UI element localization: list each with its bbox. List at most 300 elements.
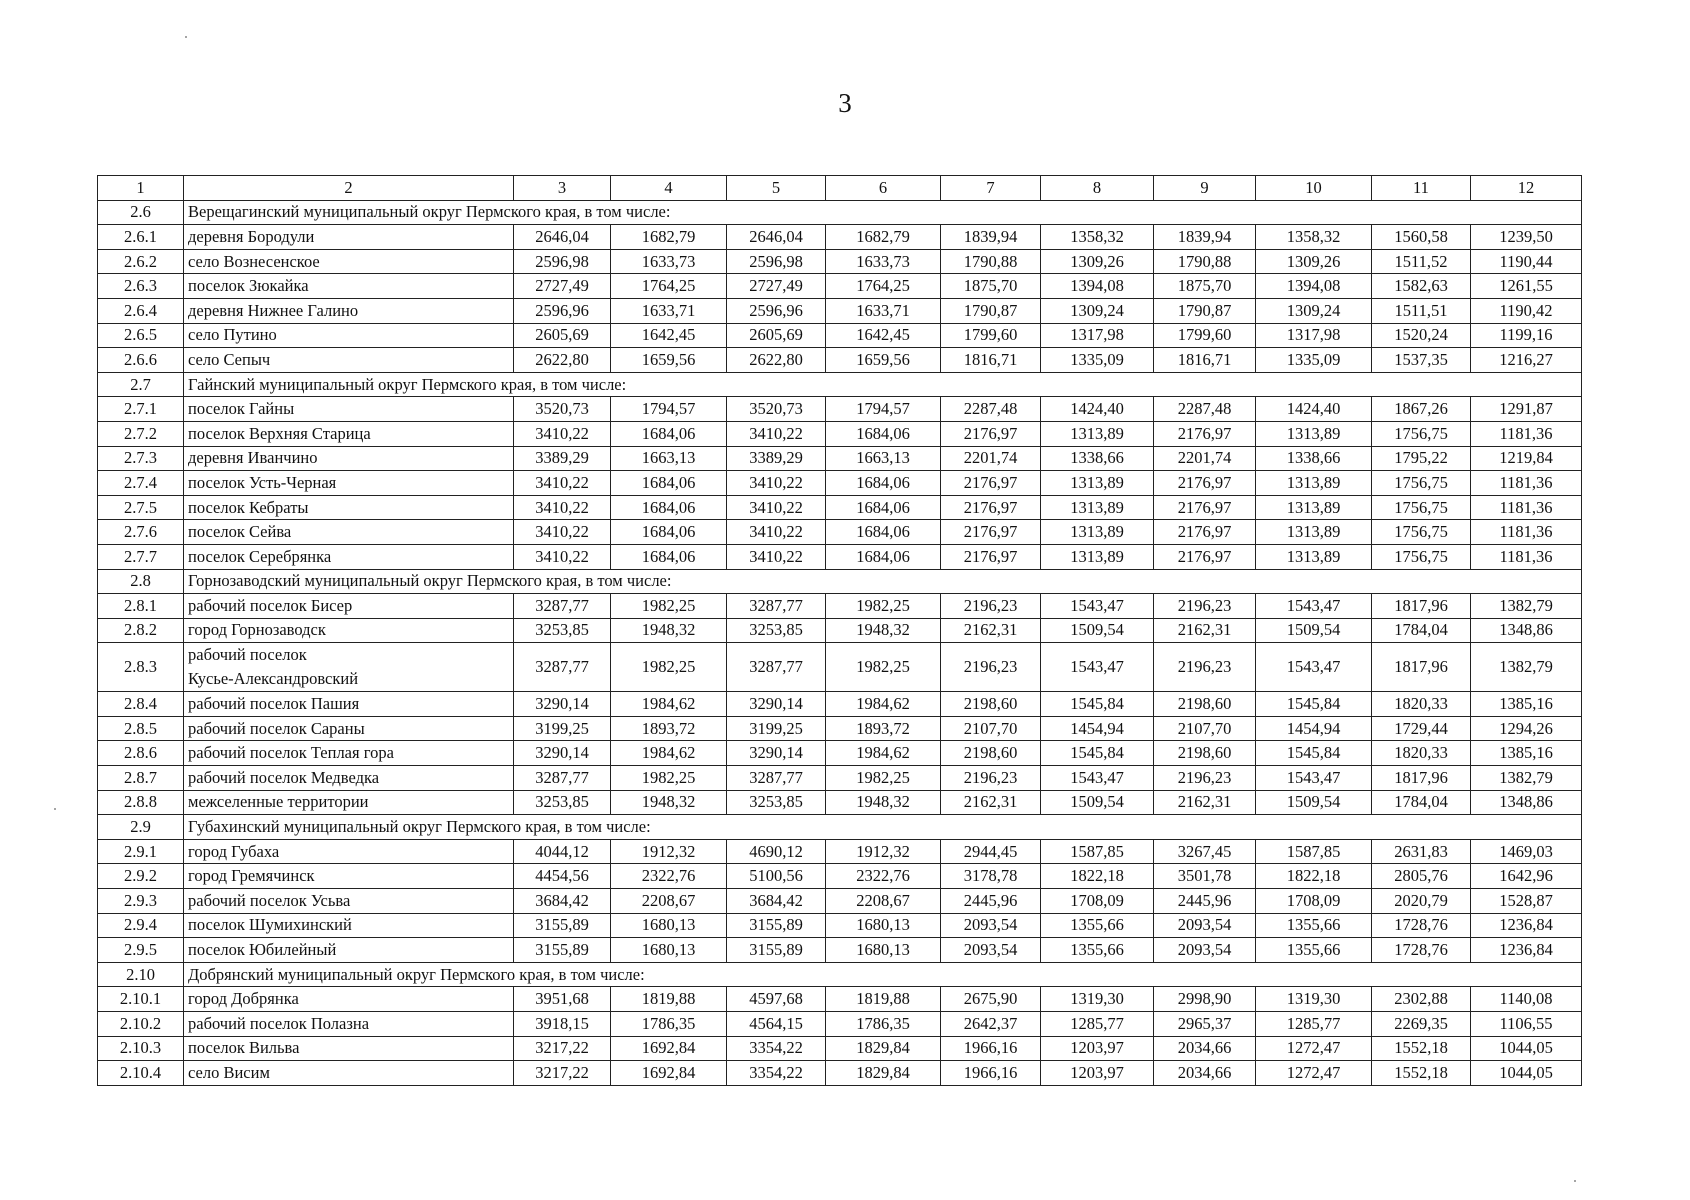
row-code: 2.6.4 xyxy=(98,298,184,323)
tariff-value: 3410,22 xyxy=(727,471,826,496)
tariff-value: 1912,32 xyxy=(611,839,727,864)
tariff-value: 1509,54 xyxy=(1256,790,1372,815)
tariff-value: 2727,49 xyxy=(727,274,826,299)
tariff-value: 1181,36 xyxy=(1471,471,1582,496)
settlement-name xyxy=(184,643,514,692)
column-number-cell: 11 xyxy=(1372,176,1471,201)
tariff-value: 1795,22 xyxy=(1372,446,1471,471)
tariff-value: 2208,67 xyxy=(826,889,941,914)
tariff-value: 1520,24 xyxy=(1372,323,1471,348)
tariff-value: 3410,22 xyxy=(514,471,611,496)
row-code: 2.8.4 xyxy=(98,692,184,717)
tariff-value: 1633,73 xyxy=(611,249,727,274)
tariff-value: 2196,23 xyxy=(941,643,1041,692)
row-code: 2.10.2 xyxy=(98,1012,184,1037)
tariff-value: 1313,89 xyxy=(1041,421,1154,446)
tariff-value: 1582,63 xyxy=(1372,274,1471,299)
table-row xyxy=(98,790,1582,815)
tariff-value: 1984,62 xyxy=(611,741,727,766)
tariff-value: 1966,16 xyxy=(941,1036,1041,1061)
tariff-value: 1236,84 xyxy=(1471,913,1582,938)
tariff-value: 2107,70 xyxy=(941,716,1041,741)
tariff-value: 3389,29 xyxy=(727,446,826,471)
tariff-value: 3178,78 xyxy=(941,864,1041,889)
tariff-value: 1181,36 xyxy=(1471,520,1582,545)
tariff-value: 1313,89 xyxy=(1041,471,1154,496)
tariff-value: 1822,18 xyxy=(1041,864,1154,889)
tariff-value: 3267,45 xyxy=(1154,839,1256,864)
tariff-value: 3410,22 xyxy=(514,520,611,545)
tariff-value: 4564,15 xyxy=(727,1012,826,1037)
row-code: 2.7.2 xyxy=(98,421,184,446)
tariff-value: 2646,04 xyxy=(727,225,826,250)
row-code: 2.9.3 xyxy=(98,889,184,914)
tariff-value: 2162,31 xyxy=(1154,618,1256,643)
tariff-value: 1642,45 xyxy=(826,323,941,348)
tariff-value: 1219,84 xyxy=(1471,446,1582,471)
tariff-value: 3410,22 xyxy=(514,495,611,520)
tariff-value: 1692,84 xyxy=(611,1036,727,1061)
table-row xyxy=(98,864,1582,889)
tariff-value: 2642,37 xyxy=(941,1012,1041,1037)
tariff-value: 1982,25 xyxy=(826,766,941,791)
tariff-value: 3253,85 xyxy=(514,790,611,815)
tariff-value: 1385,16 xyxy=(1471,692,1582,717)
section-code: 2.9 xyxy=(98,815,184,840)
tariff-value: 1948,32 xyxy=(826,790,941,815)
tariff-value: 1335,09 xyxy=(1041,348,1154,373)
tariff-value: 1199,16 xyxy=(1471,323,1582,348)
tariff-value: 1317,98 xyxy=(1041,323,1154,348)
tariff-value: 3287,77 xyxy=(514,594,611,619)
tariff-value: 1385,16 xyxy=(1471,741,1582,766)
table-row xyxy=(98,421,1582,446)
tariff-value: 1511,51 xyxy=(1372,298,1471,323)
tariff-value: 1272,47 xyxy=(1256,1061,1372,1086)
settlement-name: рабочий поселок Пашия xyxy=(184,692,514,717)
section-row xyxy=(98,200,1582,225)
tariff-value: 1633,71 xyxy=(826,298,941,323)
section-row xyxy=(98,569,1582,594)
tariff-value: 1382,79 xyxy=(1471,643,1582,692)
section-row xyxy=(98,962,1582,987)
tariff-value: 1543,47 xyxy=(1256,643,1372,692)
tariff-value: 1799,60 xyxy=(941,323,1041,348)
tariff-value: 1875,70 xyxy=(941,274,1041,299)
tariff-value: 1338,66 xyxy=(1041,446,1154,471)
tariff-value: 2196,23 xyxy=(941,594,1041,619)
tariff-value: 1355,66 xyxy=(1041,913,1154,938)
tariff-value: 1982,25 xyxy=(611,594,727,619)
tariff-value: 3410,22 xyxy=(514,421,611,446)
tariff-value: 1394,08 xyxy=(1256,274,1372,299)
tariff-value: 3410,22 xyxy=(727,421,826,446)
tariff-value: 1543,47 xyxy=(1256,594,1372,619)
tariff-value: 1786,35 xyxy=(826,1012,941,1037)
settlement-name: город Горнозаводск xyxy=(184,618,514,643)
tariff-value: 1659,56 xyxy=(611,348,727,373)
settlement-name: рабочий поселок Бисер xyxy=(184,594,514,619)
tariff-value: 1684,06 xyxy=(611,495,727,520)
tariff-value: 2727,49 xyxy=(514,274,611,299)
tariff-value: 1684,06 xyxy=(611,421,727,446)
tariff-value: 4597,68 xyxy=(727,987,826,1012)
settlement-name: село Путино xyxy=(184,323,514,348)
tariff-value: 2445,96 xyxy=(1154,889,1256,914)
tariff-value: 1181,36 xyxy=(1471,421,1582,446)
table-row xyxy=(98,618,1582,643)
tariff-value: 2998,90 xyxy=(1154,987,1256,1012)
tariff-value: 2162,31 xyxy=(1154,790,1256,815)
row-code: 2.8.3 xyxy=(98,643,184,692)
tariff-value: 1790,87 xyxy=(1154,298,1256,323)
tariff-value: 3290,14 xyxy=(727,741,826,766)
settlement-name: рабочий поселок Медведка xyxy=(184,766,514,791)
tariff-value: 2596,96 xyxy=(514,298,611,323)
tariff-value: 1982,25 xyxy=(611,766,727,791)
tariff-value: 1382,79 xyxy=(1471,594,1582,619)
tariff-value: 2208,67 xyxy=(611,889,727,914)
settlement-name: рабочий поселок Полазна xyxy=(184,1012,514,1037)
tariff-value: 2093,54 xyxy=(1154,938,1256,963)
tariff-value: 1044,05 xyxy=(1471,1061,1582,1086)
column-number-cell: 6 xyxy=(826,176,941,201)
tariff-value: 1875,70 xyxy=(1154,274,1256,299)
tariff-value: 3253,85 xyxy=(727,790,826,815)
settlement-name: поселок Гайны xyxy=(184,397,514,422)
tariff-value: 1642,96 xyxy=(1471,864,1582,889)
row-code: 2.8.7 xyxy=(98,766,184,791)
tariff-value: 1181,36 xyxy=(1471,544,1582,569)
row-code: 2.9.4 xyxy=(98,913,184,938)
tariff-value: 1817,96 xyxy=(1372,594,1471,619)
tariff-value: 1382,79 xyxy=(1471,766,1582,791)
tariff-value: 1819,88 xyxy=(611,987,727,1012)
settlement-name-line: рабочий поселок xyxy=(188,645,307,665)
settlement-name: деревня Нижнее Галино xyxy=(184,298,514,323)
tariff-value: 1236,84 xyxy=(1471,938,1582,963)
tariff-value: 1756,75 xyxy=(1372,471,1471,496)
tariff-value: 2198,60 xyxy=(941,692,1041,717)
settlement-name: город Добрянка xyxy=(184,987,514,1012)
tariff-value: 2596,96 xyxy=(727,298,826,323)
tariff-value: 1294,26 xyxy=(1471,716,1582,741)
tariff-value: 1680,13 xyxy=(611,913,727,938)
tariff-value: 1309,24 xyxy=(1041,298,1154,323)
tariff-value: 3951,68 xyxy=(514,987,611,1012)
tariff-value: 3354,22 xyxy=(727,1036,826,1061)
tariff-value: 1829,84 xyxy=(826,1036,941,1061)
tariff-value: 1454,94 xyxy=(1041,716,1154,741)
tariff-value: 1633,71 xyxy=(611,298,727,323)
tariff-value: 1190,44 xyxy=(1471,249,1582,274)
tariff-value: 2093,54 xyxy=(1154,913,1256,938)
tariff-value: 1560,58 xyxy=(1372,225,1471,250)
column-number-cell: 9 xyxy=(1154,176,1256,201)
tariff-value: 2622,80 xyxy=(727,348,826,373)
settlement-name: рабочий поселок Теплая гора xyxy=(184,741,514,766)
tariff-value: 3287,77 xyxy=(514,643,611,692)
tariff-value: 1764,25 xyxy=(611,274,727,299)
tariff-value: 1822,18 xyxy=(1256,864,1372,889)
tariff-value: 1756,75 xyxy=(1372,520,1471,545)
tariff-value: 2622,80 xyxy=(514,348,611,373)
table-row xyxy=(98,839,1582,864)
row-code: 2.8.6 xyxy=(98,741,184,766)
tariff-value: 3287,77 xyxy=(514,766,611,791)
row-code: 2.7.4 xyxy=(98,471,184,496)
table-row xyxy=(98,471,1582,496)
tariff-value: 1309,26 xyxy=(1256,249,1372,274)
tariff-value: 3410,22 xyxy=(727,495,826,520)
table-row xyxy=(98,1061,1582,1086)
tariff-value: 2196,23 xyxy=(1154,594,1256,619)
tariff-value: 1239,50 xyxy=(1471,225,1582,250)
tariff-value: 1756,75 xyxy=(1372,544,1471,569)
tariff-value: 1708,09 xyxy=(1256,889,1372,914)
tariff-value: 1708,09 xyxy=(1041,889,1154,914)
tariff-value: 3199,25 xyxy=(727,716,826,741)
tariff-value: 1543,47 xyxy=(1041,766,1154,791)
tariff-value: 1680,13 xyxy=(611,938,727,963)
tariff-value: 3520,73 xyxy=(727,397,826,422)
tariff-value: 3155,89 xyxy=(514,913,611,938)
tariff-value: 3290,14 xyxy=(727,692,826,717)
tariff-value: 2201,74 xyxy=(1154,446,1256,471)
section-title: Добрянский муниципальный округ Пермского края, в том числе: xyxy=(184,962,1582,987)
tariff-value: 1545,84 xyxy=(1256,692,1372,717)
settlement-name: поселок Зюкайка xyxy=(184,274,514,299)
tariff-value: 2176,97 xyxy=(941,520,1041,545)
tariff-value: 1684,06 xyxy=(611,544,727,569)
tariff-value: 4690,12 xyxy=(727,839,826,864)
row-code: 2.6.2 xyxy=(98,249,184,274)
tariff-value: 2631,83 xyxy=(1372,839,1471,864)
column-number-cell: 8 xyxy=(1041,176,1154,201)
settlement-name: поселок Кебраты xyxy=(184,495,514,520)
table-row xyxy=(98,1036,1582,1061)
tariff-value: 1948,32 xyxy=(611,618,727,643)
row-code: 2.7.6 xyxy=(98,520,184,545)
tariff-value: 4454,56 xyxy=(514,864,611,889)
column-number-cell: 3 xyxy=(514,176,611,201)
tariff-value: 1509,54 xyxy=(1041,790,1154,815)
tariff-value: 1543,47 xyxy=(1041,643,1154,692)
tariff-value: 1794,57 xyxy=(826,397,941,422)
tariff-value: 1509,54 xyxy=(1041,618,1154,643)
tariff-value: 3155,89 xyxy=(514,938,611,963)
tariff-value: 1313,89 xyxy=(1041,544,1154,569)
table-row xyxy=(98,495,1582,520)
section-code: 2.7 xyxy=(98,372,184,397)
tariff-value: 1552,18 xyxy=(1372,1061,1471,1086)
tariff-value: 2176,97 xyxy=(941,471,1041,496)
column-number-cell: 10 xyxy=(1256,176,1372,201)
tariff-value: 3520,73 xyxy=(514,397,611,422)
tariff-value: 1829,84 xyxy=(826,1061,941,1086)
tariff-value: 1786,35 xyxy=(611,1012,727,1037)
tariff-value: 2596,98 xyxy=(514,249,611,274)
tariff-value: 3410,22 xyxy=(727,544,826,569)
tariff-value: 1820,33 xyxy=(1372,692,1471,717)
tariff-value: 1181,36 xyxy=(1471,495,1582,520)
tariff-value: 1784,04 xyxy=(1372,618,1471,643)
table-row xyxy=(98,298,1582,323)
tariff-value: 2201,74 xyxy=(941,446,1041,471)
row-code: 2.6.5 xyxy=(98,323,184,348)
table-row xyxy=(98,544,1582,569)
tariff-value: 3290,14 xyxy=(514,692,611,717)
tariff-value: 2445,96 xyxy=(941,889,1041,914)
settlement-name: село Вознесенское xyxy=(184,249,514,274)
tariff-value: 1764,25 xyxy=(826,274,941,299)
row-code: 2.7.3 xyxy=(98,446,184,471)
tariff-value: 1348,86 xyxy=(1471,790,1582,815)
tariff-value: 1335,09 xyxy=(1256,348,1372,373)
tariff-value: 3290,14 xyxy=(514,741,611,766)
section-title: Гайнский муниципальный округ Пермского края, в том числе: xyxy=(184,372,1582,397)
column-number-cell: 12 xyxy=(1471,176,1582,201)
tariff-value: 1633,73 xyxy=(826,249,941,274)
scan-speck xyxy=(54,808,56,810)
tariff-value: 2302,88 xyxy=(1372,987,1471,1012)
tariff-value: 1319,30 xyxy=(1041,987,1154,1012)
tariff-value: 1680,13 xyxy=(826,913,941,938)
tariff-value: 3684,42 xyxy=(727,889,826,914)
tariff-value: 2287,48 xyxy=(941,397,1041,422)
row-code: 2.8.2 xyxy=(98,618,184,643)
tariff-value: 2020,79 xyxy=(1372,889,1471,914)
tariff-value: 2944,45 xyxy=(941,839,1041,864)
settlement-name: поселок Верхняя Старица xyxy=(184,421,514,446)
tariff-value: 1545,84 xyxy=(1041,741,1154,766)
tariff-table xyxy=(97,175,1582,1086)
tariff-value: 1044,05 xyxy=(1471,1036,1582,1061)
tariff-value: 1790,88 xyxy=(1154,249,1256,274)
tariff-value: 1317,98 xyxy=(1256,323,1372,348)
tariff-value: 2196,23 xyxy=(1154,766,1256,791)
tariff-value: 1839,94 xyxy=(941,225,1041,250)
tariff-value: 1684,06 xyxy=(826,495,941,520)
tariff-value: 1424,40 xyxy=(1256,397,1372,422)
table-row xyxy=(98,249,1582,274)
page-number: 3 xyxy=(838,88,852,118)
tariff-value: 1684,06 xyxy=(826,421,941,446)
tariff-value: 3410,22 xyxy=(514,544,611,569)
tariff-value: 1261,55 xyxy=(1471,274,1582,299)
table-row xyxy=(98,225,1582,250)
tariff-value: 4044,12 xyxy=(514,839,611,864)
tariff-value: 2107,70 xyxy=(1154,716,1256,741)
tariff-value: 2176,97 xyxy=(1154,471,1256,496)
tariff-value: 1203,97 xyxy=(1041,1036,1154,1061)
tariff-value: 2176,97 xyxy=(1154,421,1256,446)
table-row xyxy=(98,913,1582,938)
table-row xyxy=(98,348,1582,373)
section-code: 2.8 xyxy=(98,569,184,594)
column-number-cell: 1 xyxy=(98,176,184,201)
tariff-value: 1543,47 xyxy=(1041,594,1154,619)
tariff-value: 1313,89 xyxy=(1256,471,1372,496)
tariff-value: 1912,32 xyxy=(826,839,941,864)
tariff-value: 1728,76 xyxy=(1372,913,1471,938)
tariff-value: 2965,37 xyxy=(1154,1012,1256,1037)
tariff-value: 2805,76 xyxy=(1372,864,1471,889)
tariff-value: 1728,76 xyxy=(1372,938,1471,963)
tariff-value: 1313,89 xyxy=(1256,544,1372,569)
row-code: 2.6.1 xyxy=(98,225,184,250)
tariff-value: 1313,89 xyxy=(1041,495,1154,520)
tariff-value: 1587,85 xyxy=(1256,839,1372,864)
tariff-value: 2605,69 xyxy=(727,323,826,348)
settlement-name: город Губаха xyxy=(184,839,514,864)
tariff-value: 3287,77 xyxy=(727,766,826,791)
tariff-value: 3501,78 xyxy=(1154,864,1256,889)
settlement-name: поселок Серебрянка xyxy=(184,544,514,569)
tariff-value: 1680,13 xyxy=(826,938,941,963)
tariff-value: 1552,18 xyxy=(1372,1036,1471,1061)
tariff-value: 2198,60 xyxy=(1154,692,1256,717)
table-row xyxy=(98,692,1582,717)
settlement-name: город Гремячинск xyxy=(184,864,514,889)
tariff-value: 3410,22 xyxy=(727,520,826,545)
table-row xyxy=(98,889,1582,914)
tariff-value: 1819,88 xyxy=(826,987,941,1012)
tariff-value: 2176,97 xyxy=(941,421,1041,446)
tariff-value: 1948,32 xyxy=(826,618,941,643)
row-code: 2.10.4 xyxy=(98,1061,184,1086)
tariff-value: 2196,23 xyxy=(1154,643,1256,692)
tariff-value: 3287,77 xyxy=(727,643,826,692)
tariff-value: 2198,60 xyxy=(941,741,1041,766)
tariff-value: 2176,97 xyxy=(1154,520,1256,545)
tariff-value: 1799,60 xyxy=(1154,323,1256,348)
tariff-value: 2605,69 xyxy=(514,323,611,348)
tariff-value: 1545,84 xyxy=(1256,741,1372,766)
tariff-value: 2646,04 xyxy=(514,225,611,250)
tariff-value: 1816,71 xyxy=(941,348,1041,373)
tariff-value: 3217,22 xyxy=(514,1036,611,1061)
table-row xyxy=(98,274,1582,299)
tariff-value: 2176,97 xyxy=(941,495,1041,520)
tariff-value: 1682,79 xyxy=(611,225,727,250)
tariff-value: 1358,32 xyxy=(1041,225,1154,250)
tariff-value: 1784,04 xyxy=(1372,790,1471,815)
tariff-value: 5100,56 xyxy=(727,864,826,889)
tariff-value: 1966,16 xyxy=(941,1061,1041,1086)
tariff-value: 1684,06 xyxy=(826,520,941,545)
tariff-value: 2198,60 xyxy=(1154,741,1256,766)
tariff-value: 3287,77 xyxy=(727,594,826,619)
tariff-value: 2034,66 xyxy=(1154,1036,1256,1061)
tariff-value: 1285,77 xyxy=(1256,1012,1372,1037)
settlement-name: рабочий поселок Сараны xyxy=(184,716,514,741)
row-code: 2.10.3 xyxy=(98,1036,184,1061)
table-row xyxy=(98,716,1582,741)
column-number-cell: 5 xyxy=(727,176,826,201)
tariff-value: 1982,25 xyxy=(826,643,941,692)
table-row xyxy=(98,766,1582,791)
tariff-value: 3253,85 xyxy=(514,618,611,643)
tariff-value: 3389,29 xyxy=(514,446,611,471)
tariff-value: 1817,96 xyxy=(1372,766,1471,791)
table-row xyxy=(98,594,1582,619)
settlement-name: поселок Усть-Черная xyxy=(184,471,514,496)
tariff-value: 1893,72 xyxy=(611,716,727,741)
tariff-value: 1543,47 xyxy=(1256,766,1372,791)
tariff-value: 1893,72 xyxy=(826,716,941,741)
tariff-value: 1216,27 xyxy=(1471,348,1582,373)
